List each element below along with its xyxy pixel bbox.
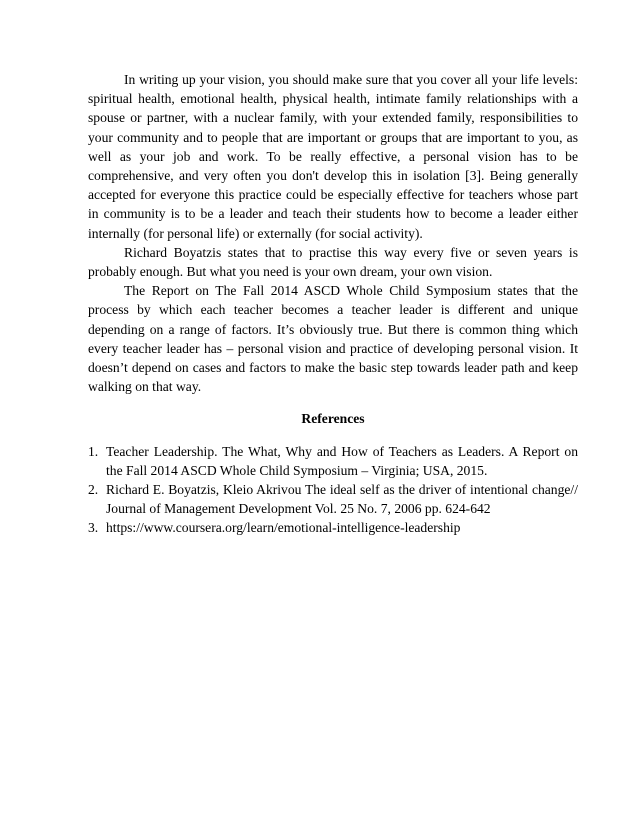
body-paragraph-3: The Report on The Fall 2014 ASCD Whole Child Symposium states that the process by which each teacher becomes a teacher leader is different and unique depending on a range of factors. It’s obviously true. But there is common thing which every teacher leader has – personal vision and practice of developing personal vision. It doesn’t depend on cases and factors to make the basic step towards leader path and keep walking on that way. [88,283,578,395]
reference-link[interactable]: https://www.coursera.org/learn/emotional-intelligence-leadership [106,520,461,536]
body-paragraph-1: In writing up your vision, you should make sure that you cover all your life levels: spiritual health, emotional health, physical health, intimate family relationships with a spouse or partner, with a nuclear family, with your extended family, responsibilities to your community and to people that are important or groups that are important to you, as well as your job and work. To be really effective, a personal vision has to be comprehensive, and very often you don't develop this in isolation [3]. Being generally accepted for everyone this practice could be especially effective for teachers whose part in community is to be a leader and teach their students how to become a leader either internally (for personal life) or externally (for social activity). [88,72,578,241]
reference-number: 1. [88,443,99,459]
reference-text: Richard E. Boyatzis, Kleio Akrivou The ideal self as the driver of intentional change// Journal of Management Development Vol. 25 No. 7, 2006 pp. 624-642 [106,482,578,517]
reference-item [88,480,578,518]
reference-number: 3. [88,520,99,536]
reference-item [88,442,578,480]
body-paragraph-2: Richard Boyatzis states that to practise this way every five or seven years is probably enough. But what you need is your own dream, your own vision. [88,244,578,280]
reference-number: 2. [88,482,99,498]
document-page [88,70,578,538]
references-list [88,442,578,538]
references-heading: References [301,411,365,427]
reference-text: Teacher Leadership. The What, Why and How of Teachers as Leaders. A Report on the Fall 2014 ASCD Whole Child Symposium – Virginia; USA, 2015. [106,443,578,478]
reference-item [88,518,578,537]
